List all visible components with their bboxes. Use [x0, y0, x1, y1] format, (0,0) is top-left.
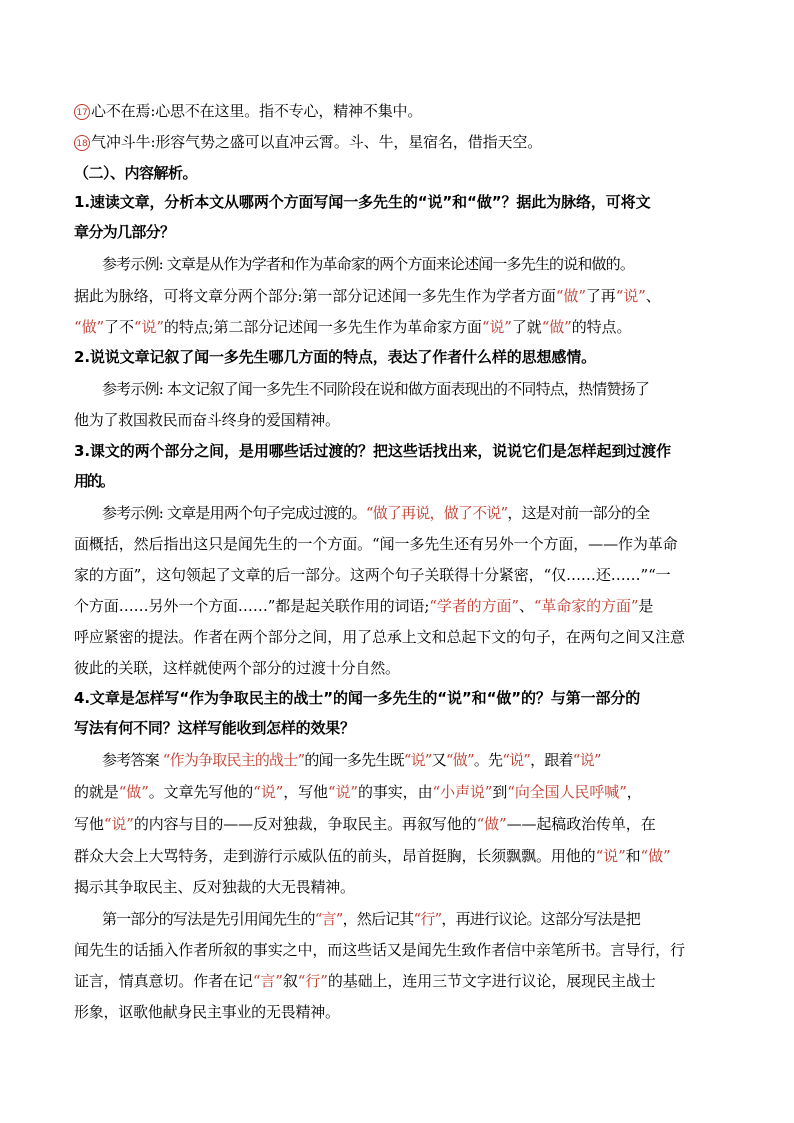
- highlight: “说”: [502, 751, 531, 769]
- answer-3-line-5: 呼应紧密的提法。作者在两个部分之间，用了总承上文和总起下文的句子，在两句之间又注意: [74, 628, 685, 646]
- note-18: [74, 132, 724, 152]
- question-1-line-1: 1.速读文章，分析本文从哪两个方面写闻一多先生的“说”和“做”？据此为脉络，可将文: [74, 193, 651, 211]
- question-3-line-2: 用的。: [74, 472, 114, 490]
- highlight: “说”: [327, 783, 358, 801]
- highlight: “做”: [445, 751, 474, 769]
- answer-1-line-2: [74, 286, 724, 306]
- answer-3-line-1: [102, 503, 752, 523]
- note-text: 心不在焉:心思不在这里。指不专心，精神不集中。: [91, 102, 423, 120]
- highlight: “做”: [541, 318, 572, 336]
- answer-4-line-9: 形象，讴歌他献身民主事业的无畏精神。: [74, 1003, 340, 1021]
- highlight: “做”: [74, 318, 105, 336]
- answer-4-line-6: [102, 909, 752, 929]
- text: ，写他: [283, 783, 328, 801]
- text: 的特点;第二部分记述闻一多先生作为革命家方面: [163, 318, 482, 336]
- note-text: 气冲斗牛:形容气势之盛可以直冲云霄。斗、牛，星宿名，借指天空。: [91, 133, 543, 151]
- highlight: “做”: [118, 783, 149, 801]
- question-2-line-1: 2.说说文章记叙了闻一多先生哪几方面的特点，表达了作者什么样的思想感情。: [74, 348, 597, 366]
- highlight: “说”: [133, 318, 164, 336]
- text: 写他: [74, 815, 104, 833]
- text: 了再: [585, 287, 616, 305]
- highlight: “说”: [481, 318, 512, 336]
- text: ，: [626, 783, 642, 801]
- highlight: “说”: [253, 783, 284, 801]
- highlight: “言”: [314, 910, 343, 928]
- text: 的内容与目的——反对独裁，争取民主。再叙写他的: [133, 815, 477, 833]
- text: 的闻一多先生既: [304, 751, 404, 769]
- answer-4-line-1: [102, 750, 752, 770]
- text: 证言，情真意切。作者在记: [74, 972, 253, 990]
- highlight: “做”: [476, 815, 507, 833]
- highlight: “说”: [595, 847, 626, 865]
- highlight: “向全国人民呼喊”: [507, 783, 627, 801]
- question-4-line-2: 写法有何不同？这样写能收到怎样的效果？: [74, 719, 355, 737]
- text: 参考示例: 文章是用两个句子完成过渡的。: [102, 504, 366, 522]
- answer-3-line-3: 家的方面”，这句领起了文章的后一部分。这两个句子关联得十分紧密，“仅……还……”“一: [74, 566, 671, 584]
- highlight: “言”: [252, 972, 283, 990]
- text: 据此为脉络，可将文章分两个部分:第一部分记述闻一多先生作为学者方面: [74, 287, 556, 305]
- answer-4-line-3: [74, 814, 724, 834]
- text: 又: [431, 751, 446, 769]
- text: 是: [638, 597, 654, 615]
- text: 、: [645, 287, 661, 305]
- text: 。先: [473, 751, 503, 769]
- text: ——起稿政治传单，在: [506, 815, 656, 833]
- question-1-line-2: 章分为几部分？: [74, 223, 175, 241]
- text: 第一部分的写法是先引用闻先生的: [102, 910, 315, 928]
- answer-2-line-1: 参考示例: 本文记叙了闻一多先生不同阶段在说和做方面表现出的不同特点，热情赞扬了: [102, 380, 650, 398]
- text: 个方面……另外一个方面……”都是起关联作用的词语;: [74, 597, 430, 615]
- note-17: [74, 101, 724, 121]
- circled-number: 17: [74, 104, 90, 120]
- answer-1-line-3: [74, 317, 724, 337]
- text: 、: [518, 597, 534, 615]
- text: ，再进行议论。这部分写法是把: [441, 910, 640, 928]
- text: 。文章先写他的: [148, 783, 254, 801]
- highlight: “小声说”: [432, 783, 493, 801]
- highlight: “革命家的方面”: [533, 597, 639, 615]
- question-4-line-1: 4.文章是怎样写“作为争取民主的战士”的闻一多先生的“说”和“做”的？与第一部分的: [74, 689, 641, 707]
- highlight: “做”: [555, 287, 586, 305]
- text: 参考答案: [102, 751, 159, 769]
- answer-4-line-7: 闻先生的话插入作者所叙的事实之中，而这些话又是闻先生致作者信中亲笔所书。言导行，行: [74, 941, 685, 959]
- text: 的就是: [74, 783, 119, 801]
- text: 的特点。: [571, 318, 632, 336]
- circled-number: 18: [74, 135, 90, 151]
- highlight: “说”: [403, 751, 432, 769]
- answer-3-line-6: 彼此的关联，这样就使两个部分的过渡十分自然。: [74, 659, 400, 677]
- text: 的事实，由: [357, 783, 433, 801]
- text: ，跟着: [530, 751, 573, 769]
- text: 到: [492, 783, 508, 801]
- answer-4-line-2: [74, 782, 724, 802]
- text: 的基础上，连用三节文字进行议论，展现民主战士: [327, 972, 656, 990]
- answer-1-line-1: 参考示例: 文章是从作为学者和作为革命家的两个方面来论述闻一多先生的说和做的。: [102, 255, 634, 273]
- section-heading: （二）、内容解析。: [74, 164, 198, 182]
- question-3-line-1: 3.课文的两个部分之间，是用哪些话过渡的？把这些话找出来，说说它们是怎样起到过渡作: [74, 442, 672, 460]
- text: 了就: [511, 318, 542, 336]
- highlight: “行”: [413, 910, 442, 928]
- text: 叙: [282, 972, 298, 990]
- highlight: “说”: [572, 751, 601, 769]
- answer-3-line-4: [74, 596, 724, 616]
- text: 和: [625, 847, 641, 865]
- highlight: “做了再说，做了不说”: [365, 504, 508, 522]
- answer-2-line-2: 他为了救国救民而奋斗终身的爱国精神。: [74, 411, 340, 429]
- answer-4-line-5: 揭示其争取民主、反对独裁的大无畏精神。: [74, 878, 355, 896]
- highlight: “学者的方面”: [429, 597, 519, 615]
- text: ，然后记其: [342, 910, 414, 928]
- answer-4-line-8: [74, 971, 724, 991]
- text: 群众大会上大骂特务，走到游行示威队伍的前头，昂首挺胸，长须飘飘。用他的: [74, 847, 596, 865]
- text: ，这是对前一部分的全: [507, 504, 650, 522]
- highlight: “说”: [103, 815, 134, 833]
- highlight: “说”: [615, 287, 646, 305]
- highlight: “做”: [640, 847, 671, 865]
- highlight: “作为争取民主的战士”: [162, 751, 305, 769]
- highlight: “行”: [297, 972, 328, 990]
- answer-3-line-2: 面概括，然后指出这只是闻先生的一个方面。“闻一多先生还有另外一个方面，——作为革命: [74, 535, 678, 553]
- answer-4-line-4: [74, 846, 724, 866]
- text: 了不: [104, 318, 134, 336]
